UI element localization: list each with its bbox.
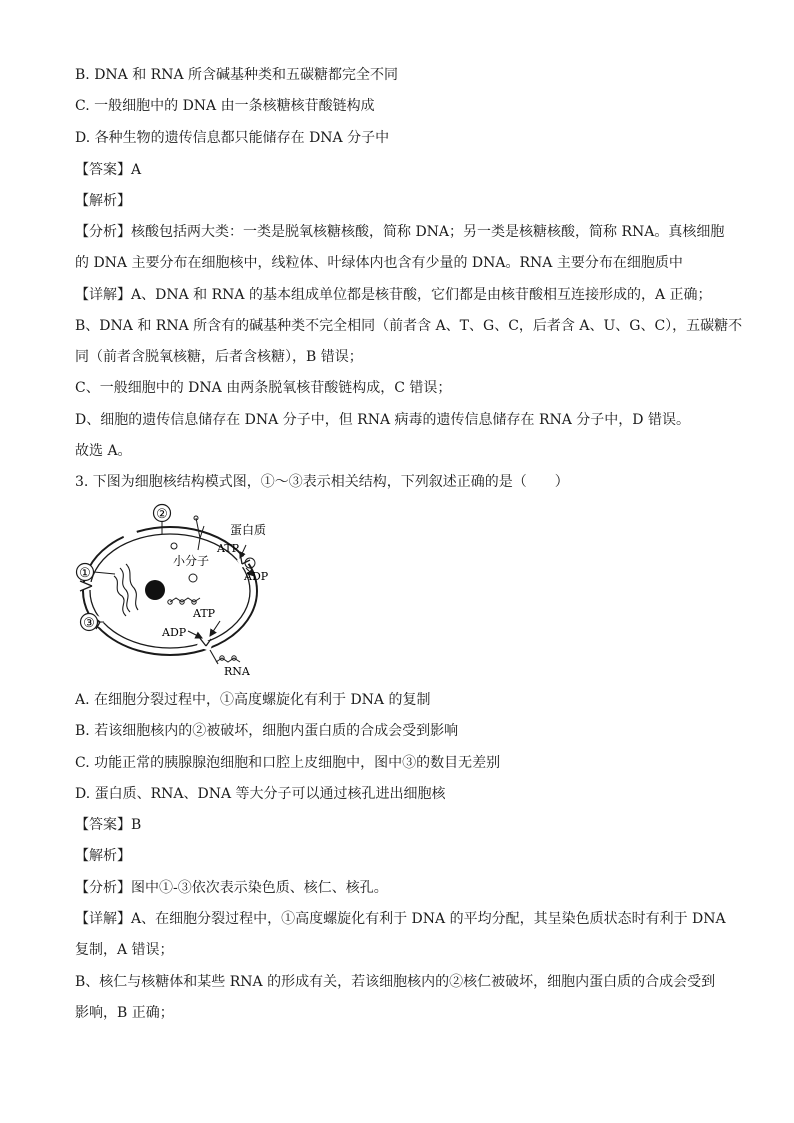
q3-option-a: A. 在细胞分裂过程中，①高度螺旋化有利于 DNA 的复制 bbox=[75, 692, 431, 708]
answer-value: B bbox=[131, 817, 142, 833]
xiangjie-tag: 【详解】 bbox=[75, 911, 131, 927]
q3-answer-line bbox=[75, 815, 141, 835]
q2-fenxi-line-2: 的 DNA 主要分布在细胞核中，线粒体、叶绿体内也含有少量的 DNA。RNA 主要分布在细胞质中 bbox=[75, 255, 683, 271]
answer-tag: 【答案】 bbox=[75, 817, 131, 833]
xiangjie-text: A、在细胞分裂过程中，①高度螺旋化有利于 DNA 的平均分配，其呈染色质状态时有利于 DNA bbox=[131, 911, 726, 927]
label-adp-right: ADP bbox=[244, 570, 269, 583]
q2-xiangjie-d: D、细胞的遗传信息储存在 DNA 分子中，但 RNA 病毒的遗传信息储存在 RNA 分子中，D 错误。 bbox=[75, 412, 690, 428]
q3-xiangjie-a1 bbox=[75, 909, 726, 929]
q2-xiangjie-a bbox=[75, 285, 712, 305]
analysis-tag: 【解析】 bbox=[75, 848, 131, 864]
label-1: ① bbox=[79, 566, 91, 581]
label-atp-bottom: ATP bbox=[193, 607, 216, 620]
q3-option-c: C. 功能正常的胰腺腺泡细胞和口腔上皮细胞中，图中③的数目无差别 bbox=[75, 755, 501, 771]
nucleus-diagram bbox=[70, 498, 285, 680]
fenxi-tag: 【分析】 bbox=[75, 880, 131, 896]
answer-value: A bbox=[131, 162, 142, 178]
q2-xiangjie-c: C、一般细胞中的 DNA 由两条脱氧核苷酸链构成，C 错误； bbox=[75, 380, 452, 396]
label-small-molecule: 小分子 bbox=[173, 554, 210, 568]
q2-option-b: B. DNA 和 RNA 所含碱基种类和五碳糖都完全不同 bbox=[75, 67, 399, 83]
q3-fenxi bbox=[75, 878, 388, 898]
q2-xiangjie-b2: 同（前者含脱氧核糖，后者含核糖），B 错误； bbox=[75, 349, 363, 365]
xiangjie-text: A、DNA 和 RNA 的基本组成单位都是核苷酸，它们都是由核苷酸相互连接形成的，A 正确； bbox=[131, 287, 712, 303]
pore-top bbox=[121, 525, 137, 538]
label-protein: 蛋白质 bbox=[230, 523, 267, 537]
analysis-tag: 【解析】 bbox=[75, 193, 131, 209]
q3-stem: 3. 下图为细胞核结构模式图，①～③表示相关结构，下列叙述正确的是（ ） bbox=[75, 474, 569, 490]
fenxi-text: 图中①-③依次表示染色质、核仁、核孔。 bbox=[131, 880, 388, 896]
q2-conclusion: 故选 A。 bbox=[75, 443, 132, 459]
xiangjie-tag: 【详解】 bbox=[75, 287, 131, 303]
answer-tag: 【答案】 bbox=[75, 162, 131, 178]
q3-option-d: D. 蛋白质、RNA、DNA 等大分子可以通过核孔进出细胞核 bbox=[75, 786, 446, 802]
q2-option-c: C. 一般细胞中的 DNA 由一条核糖核苷酸链构成 bbox=[75, 98, 375, 114]
label-adp-bottom: ADP bbox=[162, 626, 187, 639]
label-rna: RNA bbox=[224, 665, 250, 678]
q2-option-d: D. 各种生物的遗传信息都只能储存在 DNA 分子中 bbox=[75, 130, 390, 146]
q2-xiangjie-b1: B、DNA 和 RNA 所含有的碱基种类不完全相同（前者含 A、T、G、C，后者含 A、U、G、C），五碳糖不 bbox=[75, 318, 743, 334]
label-2: ② bbox=[156, 507, 168, 522]
q3-option-b: B. 若该细胞核内的②被破坏，细胞内蛋白质的合成会受到影响 bbox=[75, 723, 459, 739]
q3-xiangjie-b1: B、核仁与核糖体和某些 RNA 的形成有关，若该细胞核内的②核仁被破坏，细胞内蛋白质的合成会受到 bbox=[75, 974, 716, 990]
label-atp-top: ATP bbox=[217, 542, 240, 555]
label-3: ③ bbox=[83, 616, 95, 631]
q2-fenxi-line-1 bbox=[75, 222, 724, 242]
fenxi-text: 核酸包括两大类：一类是脱氧核糖核酸，简称 DNA；另一类是核糖核酸，简称 RNA。真核细胞 bbox=[131, 224, 725, 240]
q3-xiangjie-b2: 影响，B 正确； bbox=[75, 1005, 174, 1021]
nucleolus bbox=[145, 580, 165, 600]
q3-analysis-tag bbox=[75, 846, 131, 866]
q3-xiangjie-a2: 复制，A 错误； bbox=[75, 942, 174, 958]
q2-analysis-tag bbox=[75, 191, 131, 211]
q2-answer-line bbox=[75, 160, 141, 180]
fenxi-tag: 【分析】 bbox=[75, 224, 131, 240]
chromatin bbox=[114, 564, 138, 616]
